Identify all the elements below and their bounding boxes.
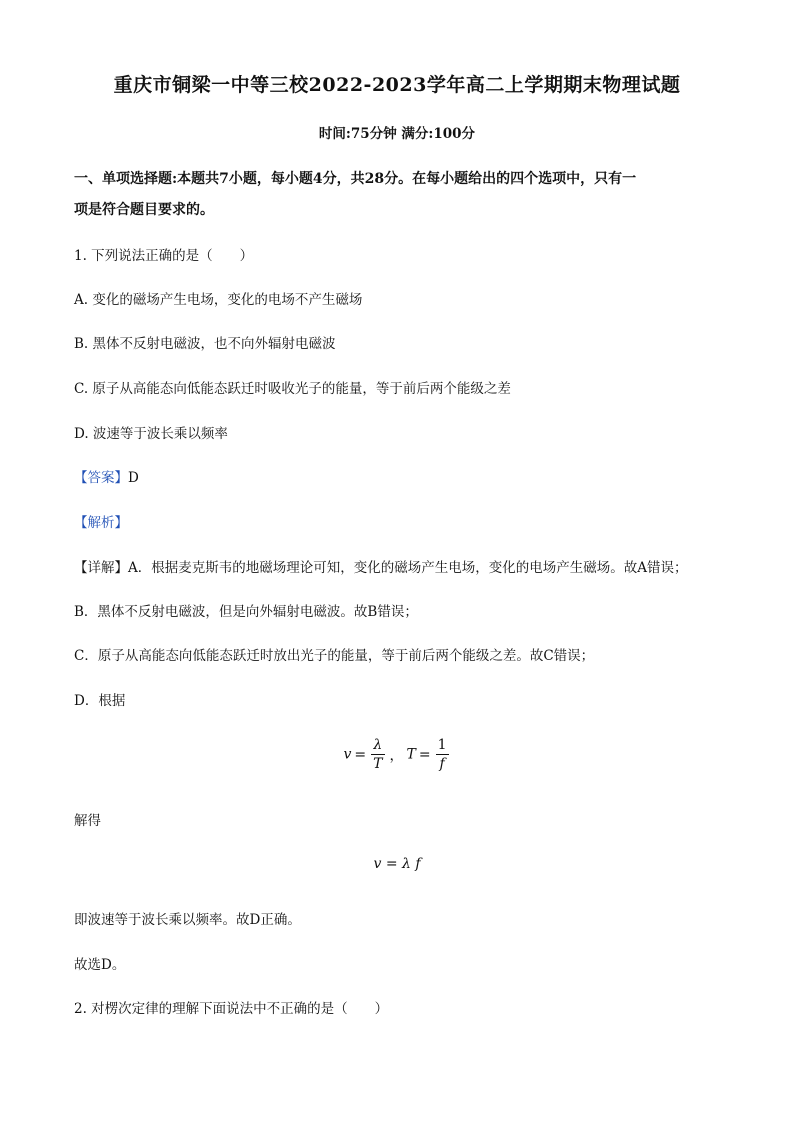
answer-value: D bbox=[128, 470, 139, 486]
formula-T: T bbox=[406, 746, 416, 763]
formula-wave-relations bbox=[0, 736, 794, 773]
detail-tag: 【详解】 bbox=[74, 560, 128, 576]
question-1-option-a: A. 变化的磁场产生电场，变化的电场不产生磁场 bbox=[74, 292, 363, 308]
question-1-stem: 1. 下列说法正确的是（ ） bbox=[74, 248, 254, 264]
question-1-option-c: C. 原子从高能态向低能态跃迁时吸收光子的能量，等于前后两个能级之差 bbox=[74, 381, 511, 397]
detail-d: D．根据 bbox=[74, 693, 126, 709]
answer-tag: 【答案】 bbox=[74, 470, 128, 486]
page-title: 重庆市铜梁一中等三校2022-2023学年高二上学期期末物理试题 bbox=[113, 74, 681, 96]
detail-a bbox=[74, 556, 688, 576]
section-heading-line2: 项是符合题目要求的。 bbox=[74, 202, 214, 218]
exam-info: 时间:75分钟 满分:100分 bbox=[318, 126, 476, 142]
fraction-one-over-f bbox=[436, 736, 449, 773]
fraction-denominator-2: f bbox=[439, 756, 445, 772]
formula-equals: = bbox=[354, 746, 367, 763]
conclusion: 即波速等于波长乘以频率。故D正确。 bbox=[74, 912, 301, 928]
fraction-lambda-over-T bbox=[371, 736, 384, 773]
fraction-denominator: T bbox=[373, 756, 383, 772]
analysis-tag: 【解析】 bbox=[74, 515, 128, 531]
question-1-option-b: B. 黑体不反射电磁波，也不向外辐射电磁波 bbox=[74, 336, 336, 352]
question-1-option-d: D. 波速等于波长乘以频率 bbox=[74, 426, 228, 442]
solve-label: 解得 bbox=[74, 813, 101, 829]
section-heading-line1: 一、单项选择题:本题共7小题，每小题4分，共28分。在每小题给出的四个选项中，只有一 bbox=[74, 171, 637, 187]
choose-answer: 故选D。 bbox=[74, 957, 126, 973]
formula-equals-2: = bbox=[418, 746, 431, 763]
formula-separator: ， bbox=[389, 747, 404, 764]
formula-v: v bbox=[343, 746, 352, 763]
fraction-numerator-2: 1 bbox=[437, 737, 447, 753]
answer-line bbox=[74, 466, 139, 486]
fraction-numerator: λ bbox=[371, 736, 384, 755]
detail-c: C．原子从高能态向低能态跃迁时放出光子的能量，等于前后两个能级之差。故C错误； bbox=[74, 648, 595, 664]
detail-a-text: A．根据麦克斯韦的地磁场理论可知，变化的磁场产生电场，变化的电场产生磁场。故A错误； bbox=[128, 560, 688, 576]
formula-wave-speed: v = λ f bbox=[373, 856, 421, 872]
detail-b: B．黑体不反射电磁波，但是向外辐射电磁波。故B错误； bbox=[74, 604, 418, 620]
question-2-stem: 2. 对楞次定律的理解下面说法中不正确的是（ ） bbox=[74, 1001, 389, 1017]
